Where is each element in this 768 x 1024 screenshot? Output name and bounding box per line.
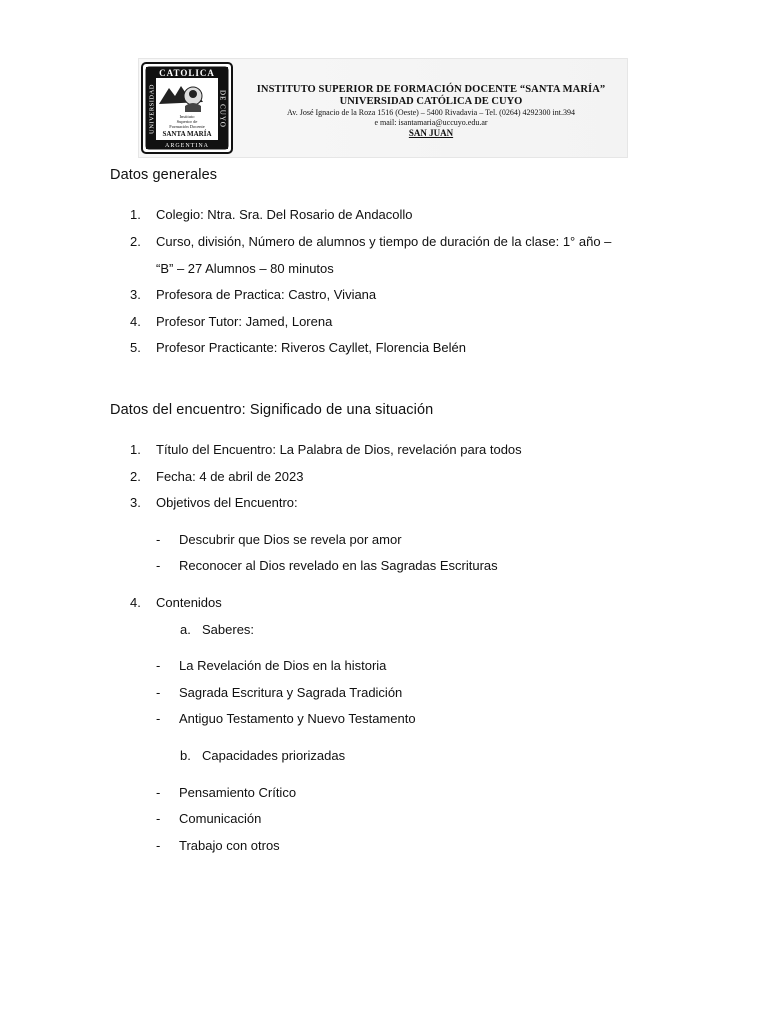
alpha-marker: a. xyxy=(180,622,191,637)
list-number: 4. xyxy=(130,595,141,610)
list-text: Profesor Practicante: Riveros Cayllet, Florencia Belén xyxy=(156,340,466,355)
section-heading-meeting: Datos del encuentro: Significado de una situación xyxy=(110,402,434,418)
capacidad-text: Pensamiento Crítico xyxy=(179,785,297,800)
alpha-marker: b. xyxy=(180,748,191,763)
list-text: Título del Encuentro: La Palabra de Dios, revelación para todos xyxy=(156,442,522,457)
list-number: 2. xyxy=(130,469,141,484)
subheading-text: Capacidades priorizadas xyxy=(202,748,346,763)
list-text: Colegio: Ntra. Sra. Del Rosario de Andacollo xyxy=(156,207,413,222)
subheading-text: Saberes: xyxy=(202,622,255,637)
university-seal-logo xyxy=(141,62,233,154)
svg-text:Instituto: Instituto xyxy=(179,114,195,119)
dash-bullet: - xyxy=(156,785,161,800)
dash-bullet: - xyxy=(156,811,161,826)
list-text: Contenidos xyxy=(156,595,222,610)
city-line: SAN JUAN xyxy=(408,128,454,138)
list-text-continuation: “B” – 27 Alumnos – 80 minutos xyxy=(156,261,334,276)
email-line: e mail: isantamaria@uccuyo.edu.ar xyxy=(374,118,488,127)
list-text: Profesora de Practica: Castro, Viviana xyxy=(156,287,377,302)
list-number: 2. xyxy=(130,234,141,249)
address-line: Av. José Ignacio de la Roza 1516 (Oeste) – 5400 Rivadavia – Tel. (0264) 4292300 int.394 xyxy=(287,108,575,117)
institute-name: INSTITUTO SUPERIOR DE FORMACIÓN DOCENTE “SANTA MARÍA” xyxy=(256,84,606,95)
dash-bullet: - xyxy=(156,685,161,700)
university-name: UNIVERSIDAD CATÓLICA DE CUYO xyxy=(339,96,523,107)
dash-bullet: - xyxy=(156,711,161,726)
svg-text:UNIVERSIDAD: UNIVERSIDAD xyxy=(148,84,156,134)
dash-bullet: - xyxy=(156,838,161,853)
institution-header xyxy=(138,58,628,158)
list-text: Fecha: 4 de abril de 2023 xyxy=(156,469,304,484)
list-number: 1. xyxy=(130,442,141,457)
capacidad-text: Comunicación xyxy=(179,811,262,826)
list-number: 5. xyxy=(130,340,141,355)
svg-text:CATOLICA: CATOLICA xyxy=(159,68,215,78)
list-number: 1. xyxy=(130,207,141,222)
saber-text: La Revelación de Dios en la historia xyxy=(179,658,387,673)
header-text xyxy=(239,83,623,139)
list-text: Profesor Tutor: Jamed, Lorena xyxy=(156,314,333,329)
objective-text: Descubrir que Dios se revela por amor xyxy=(179,532,402,547)
svg-text:Superior de: Superior de xyxy=(176,119,198,124)
list-text: Objetivos del Encuentro: xyxy=(156,495,298,510)
list-number: 3. xyxy=(130,495,141,510)
objective-text: Reconocer al Dios revelado en las Sagradas Escrituras xyxy=(179,558,498,573)
svg-text:DE CUYO: DE CUYO xyxy=(218,90,227,128)
svg-text:ARGENTINA: ARGENTINA xyxy=(165,143,209,149)
section-heading-general: Datos generales xyxy=(110,167,218,183)
list-text: Curso, división, Número de alumnos y tiempo de duración de la clase: 1° año – xyxy=(156,234,612,249)
saber-text: Sagrada Escritura y Sagrada Tradición xyxy=(179,685,403,700)
dash-bullet: - xyxy=(156,658,161,673)
saber-text: Antiguo Testamento y Nuevo Testamento xyxy=(179,711,416,726)
capacidad-text: Trabajo con otros xyxy=(179,838,280,853)
dash-bullet: - xyxy=(156,532,161,547)
dash-bullet: - xyxy=(156,558,161,573)
list-number: 3. xyxy=(130,287,141,302)
list-number: 4. xyxy=(130,314,141,329)
svg-text:SANTA MARÍA: SANTA MARÍA xyxy=(162,130,212,138)
svg-text:Formación Docente: Formación Docente xyxy=(169,124,205,129)
